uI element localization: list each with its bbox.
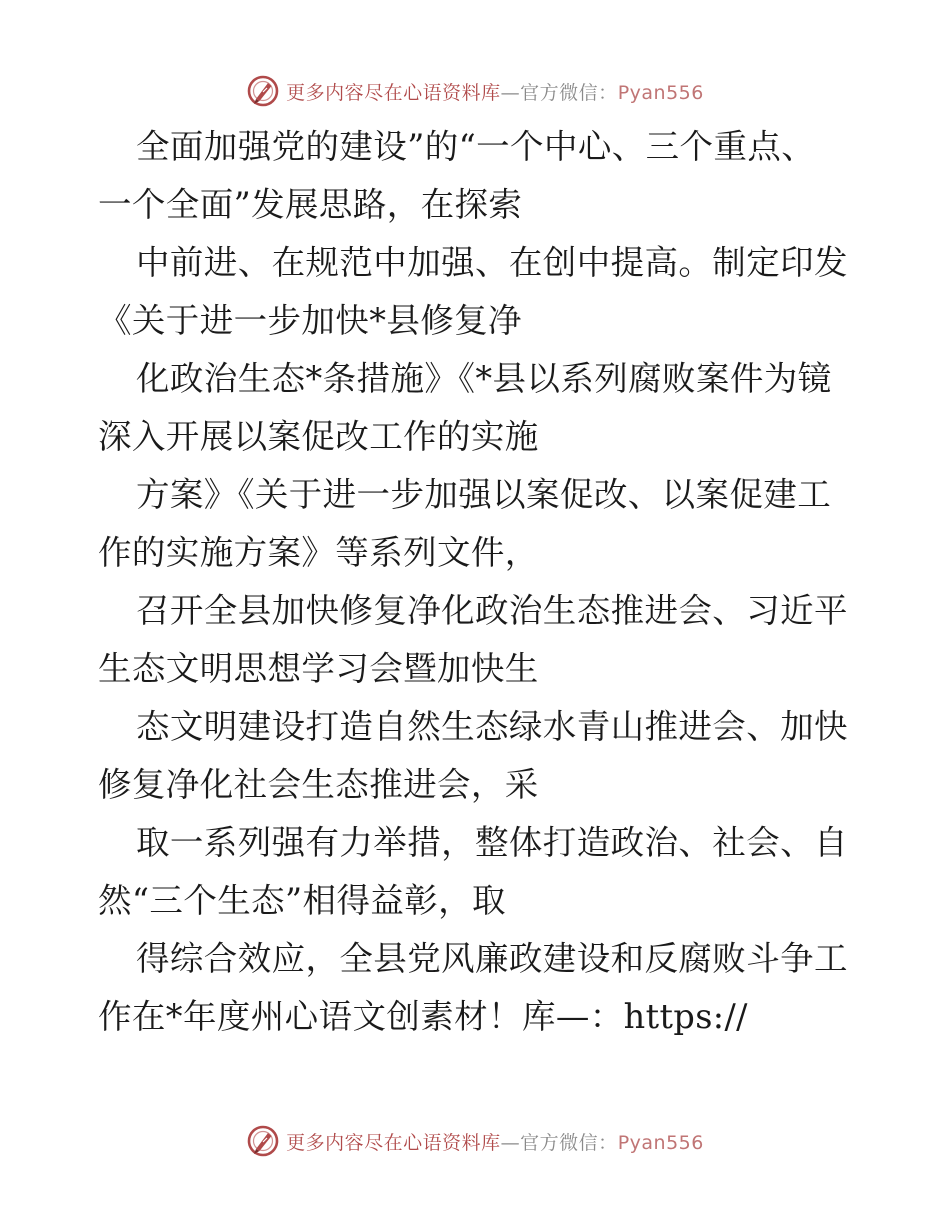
footer-dash: — — [500, 1131, 521, 1154]
body-line: 作的实施方案》等系列文件， — [98, 533, 539, 572]
footer-banner-text — [286, 1128, 704, 1155]
body-line: 然“三个生态”相得益彰，取 — [98, 881, 506, 920]
body-line: 态文明建设打造自然生态绿水青山推进会、加快 — [136, 707, 848, 746]
body-line: 召开全县加快修复净化政治生态推进会、习近平 — [136, 591, 848, 630]
header-wechat-label: 官方微信： — [520, 81, 618, 104]
body-line: 作在*年度州心语文创素材！库—：https:// — [98, 997, 748, 1036]
header-dash: — — [500, 81, 521, 104]
pen-nib-logo-icon — [246, 1124, 280, 1158]
header-banner-text — [286, 78, 704, 105]
body-line: 修复净化社会生态推进会，采 — [98, 765, 539, 804]
body-line: 《关于进一步加快*县修复净 — [98, 301, 522, 340]
document-body — [98, 118, 858, 1046]
header-brand-text: 更多内容尽在心语资料库 — [286, 81, 501, 104]
footer-brand-text: 更多内容尽在心语资料库 — [286, 1131, 501, 1154]
body-line: 得综合效应，全县党风廉政建设和反腐败斗争工 — [136, 939, 848, 978]
body-line: 全面加强党的建设”的“一个中心、三个重点、 — [136, 127, 816, 166]
pen-nib-logo-icon — [246, 74, 280, 108]
footer-banner — [0, 1121, 950, 1161]
body-line: 方案》《关于进一步加强以案促改、以案促建工 — [136, 475, 832, 514]
footer-wechat-label: 官方微信： — [520, 1131, 618, 1154]
header-banner — [0, 71, 950, 111]
header-wechat-id: Pyan556 — [617, 81, 704, 104]
body-line: 化政治生态*条措施》《*县以系列腐败案件为镜 — [136, 359, 832, 398]
body-line: 中前进、在规范中加强、在创中提高。制定印发 — [136, 243, 848, 282]
body-line: 一个全面”发展思路，在探索 — [98, 185, 523, 224]
body-line: 取一系列强有力举措，整体打造政治、社会、自 — [136, 823, 848, 862]
body-line: 生态文明思想学习会暨加快生 — [98, 649, 539, 688]
body-line: 深入开展以案促改工作的实施 — [98, 417, 539, 456]
footer-wechat-id: Pyan556 — [617, 1131, 704, 1154]
